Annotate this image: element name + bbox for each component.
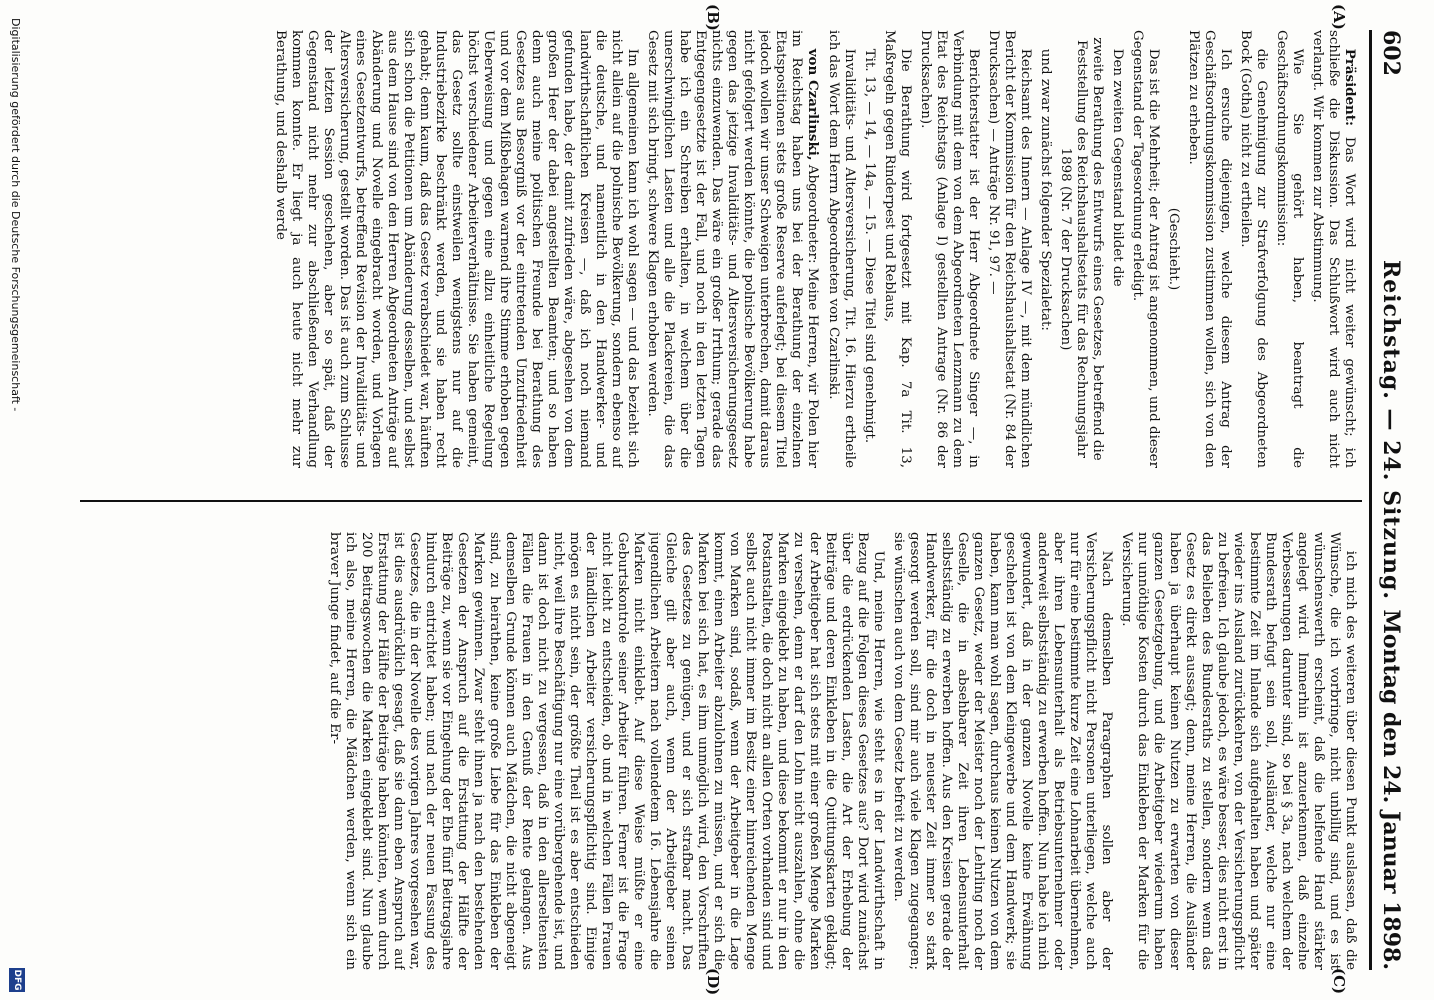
paragraph [1118,532,1358,970]
paragraph-text: Ich ersuche diejenigen, welche diesem Antrag der Geschäftsordnungskommission zustimmen wollen, sich von den Plätzen zu erheben. [1186,30,1233,468]
paragraph-text: Abgeordneter: Meine Herren, wir Polen hier im Reichstag haben uns bei der Berathung der einzelnen Etatspositionen stets große Reserve auferlegt; bei diesem Titel jedoch wollen wir unser Schweigen unterbrechen, damit daraus nicht gefolgert werden könnte, die polnische Bevölkerung habe gegen das jetzige Invaliditäts- und Altersversicherungsgesetz nichts einzuwenden. Das wäre ein großer Irrthum; gerade das Entgegengesetzte ist der Fall, und noch in den letzten Tagen habe ich ein Schreiben erhalten, in welchem über die unerschwinglichen Lasten und alle die Plackereien, die das Gesetz mit sich bringt, schwere Klagen erhoben werden. [645,30,820,468]
column-divider [80,500,1362,502]
paragraph-text: (Geschieht.) [1166,207,1181,291]
page-header [1369,30,1406,970]
margin-mark-b: (B) [704,4,722,31]
paragraph-text: Wie Sie gehört haben, beantragt die Geschäftsordnungskommission: [1274,30,1305,468]
paragraph-text: Das Wort wird nicht weiter gewünscht; ich schließe die Diskussion. Das Schlußwort wird auch nicht verlangt. Wir kommen zur Abstimmung. [1310,30,1357,468]
page-number: 602 [1378,30,1404,76]
paragraph [1129,30,1161,468]
paragraph-text: Und, meine Herren, wie steht es in der Landwirthschaft in Bezug auf die Folgen dieses Gesetzes aus? Dort wird zunächst über die erdrückenden Lasten, die Art der Erhebung der Beiträge und deren Einkleben in die Quittungskarten geklagt; der Arbeitgeber hat sich stets mit einer großen Menge Marken zu versehen, denn er darf den Lohn nicht auszahlen, ohne die Marken eingeklebt zu haben, und diese bekommt er nur in den Postanstalten, die doch nicht an allen Orten vorhanden sind und selbst auch nicht immer im Besitz einer hinreichenden Menge von Marken sind, sodaß, wenn der Arbeitgeber in die Lage kommt, einen Arbeiter abzulohnen zu müssen, und er sich die Marken bei sich hat, es ihm unmöglich wird, den Vorschriften des Gesetzes zu genügen, und er sich strafbar macht. Das Gleiche gilt aber auch, wenn der Arbeitgeber seinen jugendlichen Arbeitern nach vollendetem 16. Lebensjahre die Marken nicht einklebt. Auf diese Weise müßte er eine Geburtskontrole seiner Arbeiter führen. Ferner ist die Frage nicht leicht zu entscheiden, ob und in welchen Fällen Frauen der ländlichen Arbeiter versicherungspflichtig sind. Einige mögen es nicht sein, der größte Theil ist es aber entschieden nicht, weil ihre Beschäftigung nur eine vorübergehende ist, und dann ist doch nicht zu vergessen, daß in den allerseltensten Fällen die Frauen in den Genuß der Rente gelangen. Aus demselben Grunde können auch Mädchen, die nicht abgeneigt sind, zu heirathen, keine große Liebe für das Einkleben der Marken gewinnen. Zwar steht ihnen ja nach den bestehenden Gesetzen der Anspruch auf die Erstattung der Hälfte der Beiträge zu, wenn sie vor Eingehung der Ehe fünf Beitragsjahre hindurch entrichtet haben; und nach der neuen Fassung des Gesetzes, die in der Novelle des vorigen Jahres vorgesehen war, ist dies ausdrücklich gesagt, daß sie dann eben Anspruch auf Erstattung der Hälfte der Beiträge haben könnten, wenn durch 200 Beitragswochen die Marken eingeklebt sind. Nun glaube ich also, meine Herren, die Mädchen werden, wenn sich ein braver Junge findet, auf die Er- [327,532,886,970]
dfg-logo-icon: DFG [9,968,25,992]
paragraph [1109,30,1125,468]
paragraph-text: ich mich des weiteren über diesen Punkt auslassen, daß die Wünsche, die ich vorbringe, nicht unbillig sind, und es ist wünschenswerth erscheint, daß die helfende Hand stärker angelegt wird. Immerhin ist anzuerkennen, daß einzelne Verbesserungen darunter sind, so bei § 3a, nach welchem der Bundesrath befugt sein soll, Ausländer, welche nur eine bestimmte Zeit im Inlande sich aufgehalten haben und später wieder ins Ausland zurückkehren, von der Versicherungspflicht zu befreien. Ich glaube jedoch, es wäre besser, dies nicht erst in das Belieben des Bundesraths zu stellen, sondern wenn das Gesetz es direkt aussagt; denn, meine Herren, die Ausländer haben ja überhaupt keinen Nutzen zu erwarten von dieser ganzen Gesetzgebung, und die Arbeitgeber wiederum haben nur unnöthige Kosten durch das Einkleben der Marken für die Versicherung. [1119,532,1358,970]
paragraph [1185,30,1233,468]
page-title: Reichstag. — 24. Sitzung. [1378,260,1404,601]
paragraph [890,532,1114,970]
paragraph [825,30,857,468]
paragraph [1309,30,1358,468]
paragraph [1165,30,1181,468]
paragraph [1057,30,1105,468]
paragraph-text: Nach demselben Paragraphen sollen aber der Versicherungspflicht nicht Personen unterliegen, welche auch nur für eine bestimmte kurze Zeit eine Lohnarbeit übernehmen, aber ihren Lebensunterhalt als Betriebsunternehmer oder anderweit selbstständig zu erwerben hoffen. Nun habe ich mich gewundert, daß in der ganzen Novelle keine Erwähnung geschehen ist von dem Kleingewerbe und dem Handwerk; sie haben, kann man wohl sagen, durchaus keinen Nutzen von dem ganzen Gesetz, weder der Meister noch der Lehrling noch der Geselle, die in absehbarer Zeit ihren Lebensunterhalt selbstständig zu erwerben hoffen. Aus den Kreisen gerade der Handwerker, für die doch in neuester Zeit immer so stark gesorgt werden soll, sind mir auch viele Klagen zugegangen; sie wünschen auch von dem Gesetz befreit zu werden. [891,532,1114,970]
paragraph-text: Invaliditäts- und Altersversicherung, Tit. 16. Hierzu ertheile ich das Wort dem Herrn Abgeordneten von Czarlinski. [826,30,857,468]
left-text-column [88,30,1358,468]
paragraph-text: Im allgemeinen kann ich wohl sagen — und das bezieht sich nicht allein auf die polnische Bevölkerung, sondern ebenso auf die deutsche, und namentlich in den Handwerker- und landwirthschaftlichen Kreisen —, daß ich noch niemand gefunden habe, der damit zufrieden wäre, abgesehen von dem großen Heer der dabei angestellten Beamten; und so haben denn auch meine politischen Freunde bei Berathung des Gesetzes aus Besorgniß vor der eintretenden Unzufriedenheit und vor dem Mißbehagen warnend ihre Stimme erhoben gegen Ueberweisung und gegen eine allzu einheitliche Regelung höchst verschiedener Arbeiterverhältnisse. Sie haben gemeint, das Gesetz sollte einstweilen wenigstens nur auf die Industriebezirke beschränkt werden, und sie haben recht gehabt; denn kaum, daß das Gesetz verabschiedet war, häuften sich schon die Petitionen um Abänderung desselben, und selbst aus dem Hause sind von den Herren Abgeordneten Anträge auf Abänderung und Novelle eingebracht worden, und Vorlagen eines Gesetzentwurfs, betreffend Revision der Invaliditäts- und Altersversicherung, gestellt worden. Das ist auch zum Schlusse der letzten Session geschehen, aber so spät, daß der Gegenstand nicht mehr zur abschließenden Verhandlung kommen konnte. Er liegt ja auch heute nicht mehr zur Berathung, und deshalb werde [273,30,640,468]
paragraph [917,30,981,468]
speaker-name: Präsident: [1342,48,1358,126]
paragraph-text: Berichterstatter ist der Herr Abgeordnete Singer —, in Verbindung mit dem von dem Abgeordneten Lenzmann zu dem Etat des Reichstags (Anlage I) gestellten Antrage (Nr. 86 der Drucksachen). [918,30,981,468]
paragraph-text: Tit. 13, — 14, — 14a, — 15. — Diese Titel sind genehmigt. [862,48,877,444]
paragraph [861,30,877,468]
paragraph [985,30,1033,468]
digitization-credit [4,0,30,1000]
paragraph-text: und zwar zunächst folgender Spezialetat: [1038,48,1053,331]
page-date: Montag den 24. Januar 1898. [1378,609,1404,970]
paragraph [326,532,886,970]
paragraph-text: Reichsamt des Innern — Anlage IV —, mit dem mündlichen Bericht der Kommission für den Reichshaushaltsetat (Nr. 84 der Drucksachen) — Anträge Nr. 91, 97. — [986,30,1033,468]
paragraph [272,30,640,468]
paragraph [881,30,913,468]
margin-mark-d: (D) [704,968,722,996]
paragraph-text: Das ist die Mehrheit; der Antrag ist angenommen, und dieser Gegenstand der Tagesordnung erledigt. [1130,30,1161,468]
paragraph-text: zweite Berathung des Entwurfs eines Gesetzes, betreffend die Feststellung des Reichshaushaltsetats für das Rechnungsjahr 1898 (Nr. 7 der Drucksachen) [1058,37,1105,461]
paragraph [1237,30,1269,468]
paragraph-text: Die Berathung wird fortgesetzt mit Kap. 7a Tit. 13, Maßregeln gegen Rinderpest und Reblaus, [882,30,913,468]
margin-mark-a: (A) [1330,4,1348,30]
paragraph [1273,30,1305,468]
paragraph [644,30,821,468]
credit-text: Digitalisierung gefördert durch die Deutsche Forschungsgemeinschaft - [9,18,22,412]
paragraph-text: die Genehmigung zur Strafverfolgung des Abgeordneten Bock (Gotha) nicht zu ertheilen. [1238,30,1269,468]
speaker-name: von Czarlinski, [805,48,821,161]
paragraph-text: Den zweiten Gegenstand bildet die [1110,48,1125,287]
margin-mark-c: (C) [1330,968,1348,995]
right-text-column [88,532,1358,970]
paragraph [1037,30,1053,468]
